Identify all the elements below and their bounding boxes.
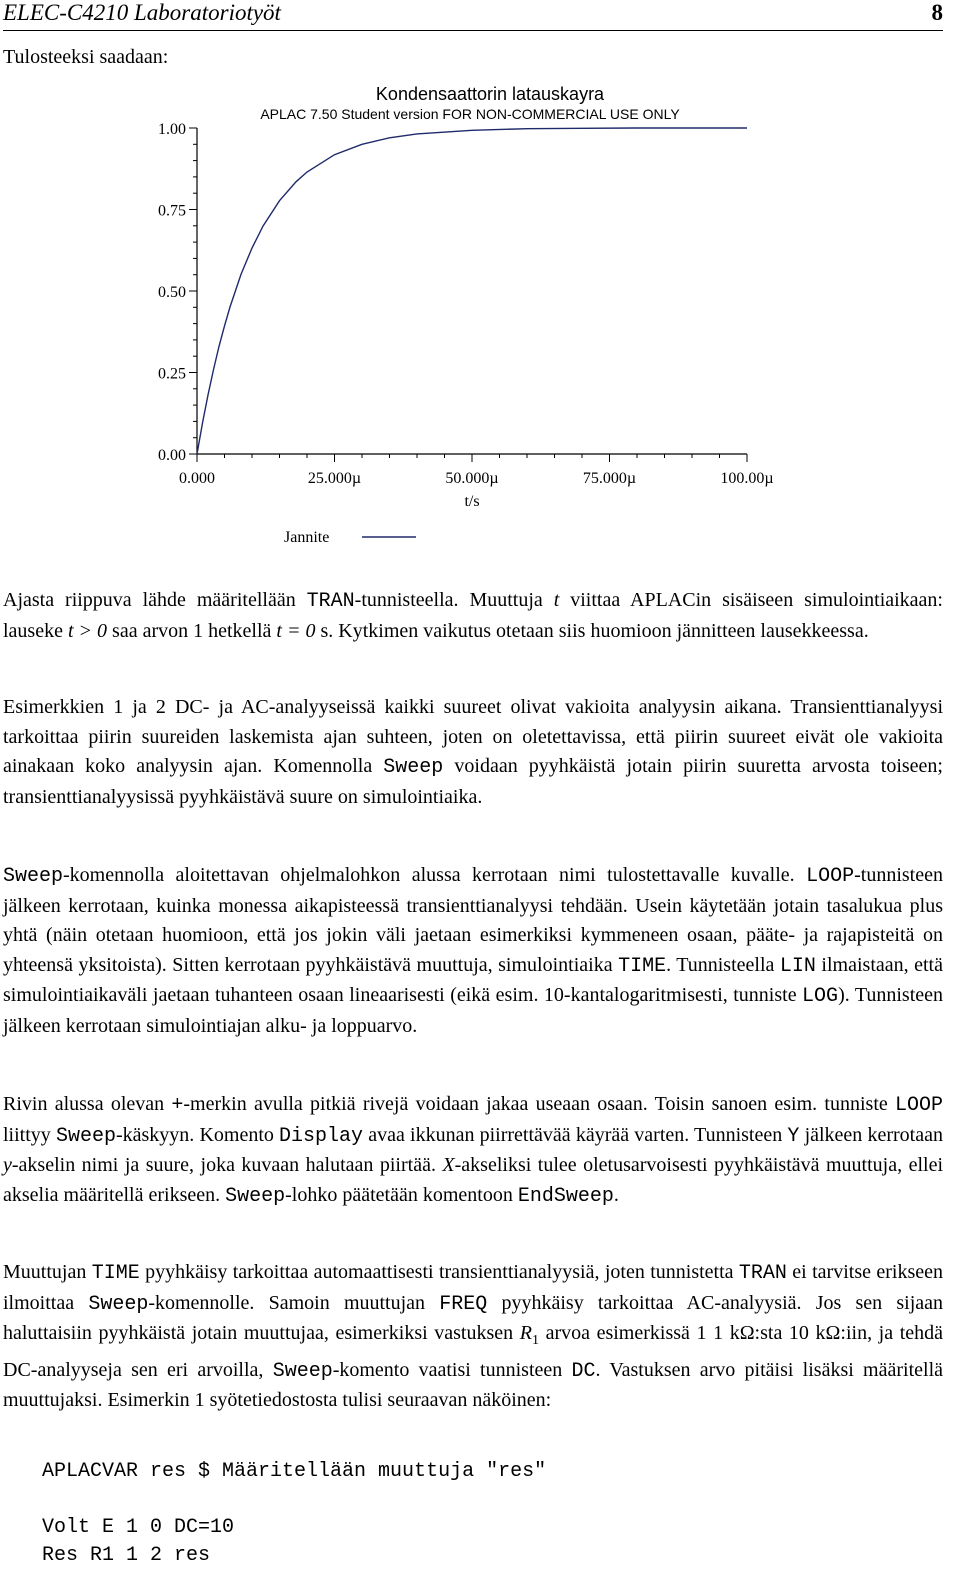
paragraph-3: Sweep-komennolla aloitettavan ohjelmalohkon alussa kerrotaan nimi tulostettavalle kuvalle. LOOP-tunnisteen jälkeen kerrotaan, kuinka monessa aikapisteessä transienttianalyysi tehdään. Usein käytetään jotain tasalukua plus yhtä (näin otetaan huomioon, että jos jokin väli jaetaan esimerkiksi kymmeneen osaan, pääte- ja rajapisteitä on yhteensä yksitoista). Sitten kerrotaan pyyhkäistävä muuttuja, simulointiaika TIME. Tunnisteella LIN ilmaistaan, että simulointiaikaväli jaetaan tuhanteen osaan lineaarisesti (eikä esim. 10-kantalogaritmisesti, tunniste LOG). Tunnisteen jälkeen kerrotaan simulointiajan alku- ja loppuarvo. xyxy=(3,864,944,1037)
x-tick-label: 100.00µ xyxy=(720,470,774,487)
y-tick-label: 0.50 xyxy=(158,284,186,301)
x-tick-label: 50.000µ xyxy=(445,470,499,487)
x-tick-label: 25.000µ xyxy=(307,470,362,487)
intro-text: Tulosteeksi saadaan: xyxy=(3,46,169,68)
paragraph-4: Rivin alussa olevan +-merkin avulla pitkiä rivejä voidaan jakaa useaan osaan. Toisin sanoen esim. tunniste LOOP liittyy Sweep-käskyyn. Komento Display avaa ikkunan piirrettävää käyrää varten. Tunnisteen Y jälkeen kerrotaan y-akselin nimi ja suure, joka kuvaan halutaan piirtää. X-akseliksi tulee oletusarvoisesti pyyhkäistävä muuttuja, ellei akselia määritellä erikseen. Sweep-lohko päätetään komentoon EndSweep. xyxy=(3,1093,944,1208)
page-header xyxy=(3,0,943,31)
y-tick-label: 0.25 xyxy=(158,365,186,383)
paragraph-1: Ajasta riippuva lähde määritellään TRAN-tunnisteella. Muuttuja t viittaa APLACin sisäiseen simulointiaikaan: lauseke t > 0 saa arvon 1 hetkellä t = 0 s. Kytkimen vaikutus otetaan siis huomioon jännitteen lausekkeessa. xyxy=(3,589,943,642)
chart-subtitle: APLAC 7.50 Student version FOR NON-COMMERCIAL USE ONLY xyxy=(260,106,680,122)
x-tick-label: 0.000 xyxy=(179,470,215,487)
voltage-chart xyxy=(0,70,960,560)
code-line-2: Volt E 1 0 DC=10 xyxy=(42,1516,235,1539)
legend-label: Jannite xyxy=(284,529,330,546)
header-title: ELEC-C4210 Laboratoriotyöt xyxy=(3,0,281,25)
x-axis-label: t/s xyxy=(464,493,480,510)
y-tick-label: 0.00 xyxy=(158,447,186,464)
page-number: 8 xyxy=(931,0,943,25)
code-line-1: APLACVAR res $ Määritellään muuttuja "res" xyxy=(42,1460,547,1483)
paragraph-2: Esimerkkien 1 ja 2 DC- ja AC-analyyseissä kaikki suureet olivat vakioita analyysin aikana. Transienttianalyysi tarkoittaa piirin suureiden laskemista ajan suhteen, joten on oletettavissa, että piirin suureet eivät ole vakioita ainakaan koko analyysin ajan. Komennolla Sweep voidaan pyyhkäistä jotain piirin suuretta arvosta toiseen; transienttianalyysissä pyyhkäistävä suure on simulointiaika. xyxy=(3,696,943,808)
y-tick-label: 0.75 xyxy=(158,202,186,220)
chart-title: Kondensaattorin latauskayra xyxy=(375,84,605,104)
paragraph-5: Muuttujan TIME pyyhkäisy tarkoittaa automaattisesti transienttianalyysiä, joten tunnistetta TRAN ei tarvitse erikseen ilmoittaa Sweep-komennolle. Samoin muuttujan FREQ pyyhkäisy tarkoittaa AC-analyysiä. Jos sen sijaan haluttaisiin pyyhkäistä jotain muuttujaa, esimerkiksi vastuksen $R_1$ arvoa esimerkissä 1 1 kΩ:sta 10 kΩ:iin, ja tehdä DC-analyyseja sen eri arvoilla, Sweep-komento vaatisi tunnisteen DC. Vastuksen arvo pitäisi lisäksi määritellä muuttujaksi. Esimerkin 1 syötetiedostosta tulisi seuraavan näköinen: xyxy=(3,1261,944,1412)
y-tick-label: 1.00 xyxy=(158,121,186,138)
x-tick-label: 75.000µ xyxy=(582,470,637,487)
code-line-3: Res R1 1 2 res xyxy=(42,1544,211,1567)
series-line-jannite xyxy=(197,128,747,454)
